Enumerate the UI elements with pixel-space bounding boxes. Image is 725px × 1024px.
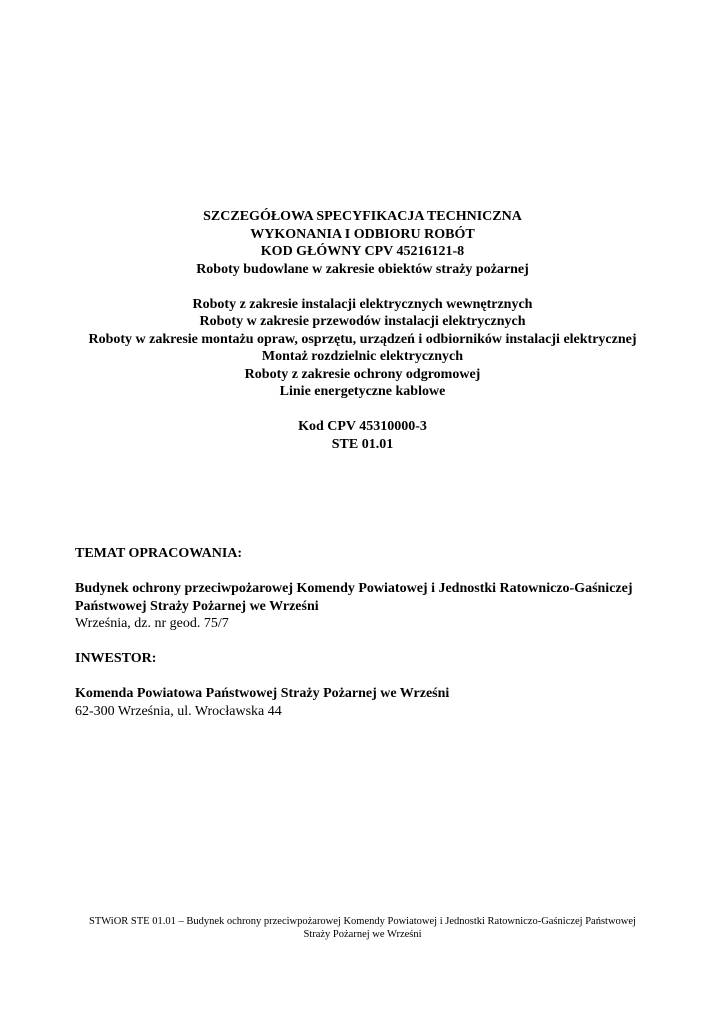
scope-line: Montaż rozdzielnic elektrycznych bbox=[261, 349, 464, 364]
title-block bbox=[0, 208, 725, 453]
section-gap bbox=[75, 668, 685, 686]
title-gap bbox=[0, 278, 725, 296]
subject-name-line1: Budynek ochrony przeciwpożarowej Komendy Powiatowej i Jednostki Ratowniczo-Gaśniczej bbox=[75, 581, 633, 596]
title-gap bbox=[0, 401, 725, 419]
investor-heading: INWESTOR: bbox=[75, 651, 157, 666]
subject-name-line2: Państwowej Straży Pożarnej we Wrześni bbox=[75, 598, 319, 614]
ste-code: STE 01.01 bbox=[331, 436, 394, 452]
subject-heading: TEMAT OPRACOWANIA: bbox=[75, 546, 243, 561]
spec-subtitle: WYKONANIA I ODBIORU ROBÓT bbox=[250, 226, 475, 242]
scope-line: Roboty w zakresie przewodów instalacji elektrycznych bbox=[199, 314, 526, 329]
footer-line1: STWiOR STE 01.01 – Budynek ochrony przeciwpożarowej Komendy Powiatowej i Jednostki Ratowniczo-Gaśniczej Państwowej bbox=[89, 916, 636, 927]
investor-address: 62-300 Września, ul. Wrocławska 44 bbox=[75, 703, 282, 719]
scope-line: Roboty w zakresie montażu opraw, osprzętu, urządzeń i odbiorników instalacji elektrycznej bbox=[88, 331, 637, 347]
subject-section bbox=[75, 545, 685, 633]
scope-line: Roboty z zakresie ochrony odgromowej bbox=[244, 366, 481, 382]
main-cpv-description: Roboty budowlane w zakresie obiektów straży pożarnej bbox=[196, 261, 529, 277]
spec-title: SZCZEGÓŁOWA SPECYFIKACJA TECHNICZNA bbox=[203, 209, 522, 224]
page-footer bbox=[0, 915, 725, 941]
cpv-code: Kod CPV 45310000-3 bbox=[298, 419, 427, 434]
scope-line: Roboty z zakresie instalacji elektrycznych wewnętrznych bbox=[192, 296, 533, 312]
section-gap bbox=[75, 563, 685, 581]
footer-line2: Straży Pożarnej we Wrześni bbox=[303, 929, 422, 940]
subject-location: Września, dz. nr geod. 75/7 bbox=[75, 616, 229, 631]
scope-line: Linie energetyczne kablowe bbox=[279, 384, 446, 399]
investor-name: Komenda Powiatowa Państwowej Straży Pożarnej we Wrześni bbox=[75, 686, 450, 701]
main-cpv-code: KOD GŁÓWNY CPV 45216121-8 bbox=[260, 244, 465, 259]
investor-section bbox=[75, 650, 685, 720]
